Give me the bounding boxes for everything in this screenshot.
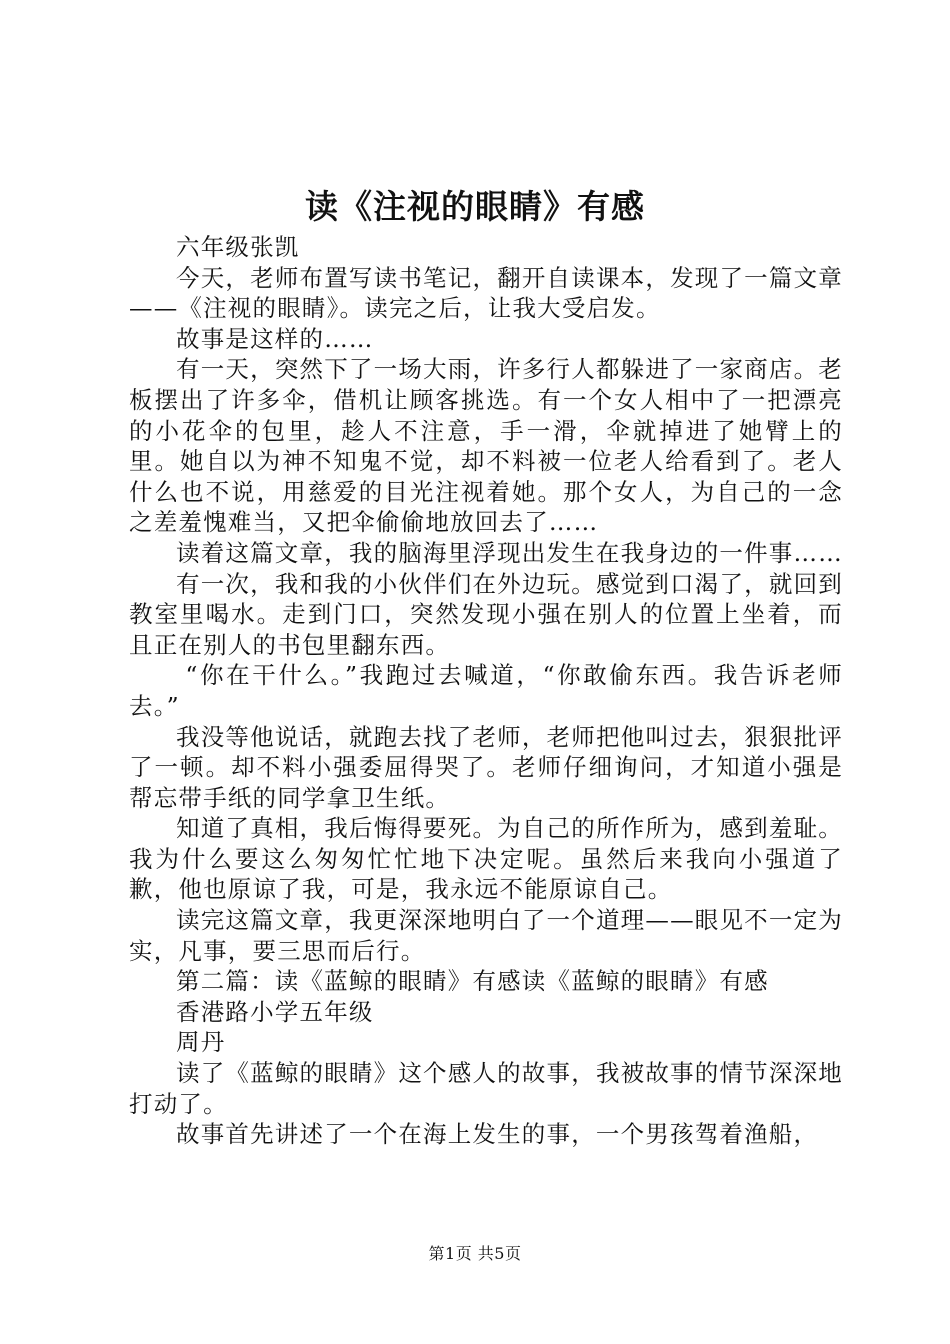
paragraph: 今天，老师布置写读书笔记，翻开自读课本，发现了一篇文章——《注视的眼睛》。读完之后，让我大受启发。	[129, 263, 843, 323]
author-line: 六年级张凯	[176, 233, 300, 261]
paragraph: 故事是这样的……	[176, 324, 374, 353]
paragraph: 我没等他说话，就跑去找了老师，老师把他叫过去，狠狠批评了一顿。却不料小强委屈得哭了。老师仔细询问，才知道小强是帮忘带手纸的同学拿卫生纸。	[129, 722, 843, 812]
paragraph: 故事首先讲述了一个在海上发生的事，一个男孩驾着渔船，	[176, 1120, 819, 1149]
paragraph: 读着这篇文章，我的脑海里浮现出发生在我身边的一件事……	[176, 538, 843, 567]
section-heading: 第二篇：读《蓝鲸的眼睛》有感读《蓝鲸的眼睛》有感	[176, 967, 769, 996]
page-footer: 第1页 共5页	[428, 1244, 522, 1263]
author-line: 周丹	[176, 1028, 226, 1057]
school-line: 香港路小学五年级	[176, 997, 374, 1026]
document-body	[129, 232, 843, 1150]
paragraph: 有一次，我和我的小伙伴们在外边玩。感觉到口渴了，就回到教室里喝水。走到门口，突然发现小强在别人的位置上坐着，而且正在别人的书包里翻东西。	[129, 569, 843, 659]
paragraph: “你在干什么。”我跑过去喊道，“你敢偷东西。我告诉老师去。”	[129, 661, 843, 720]
paragraph: 知道了真相，我后悔得要死。为自己的所作所为，感到羞耻。我为什么要这么匆匆忙忙地下决定呢。虽然后来我向小强道了歉，他也原谅了我，可是，我永远不能原谅自己。	[129, 814, 843, 904]
paragraph: 读了《蓝鲸的眼睛》这个感人的故事，我被故事的情节深深地打动了。	[129, 1059, 843, 1118]
paragraph: 有一天，突然下了一场大雨，许多行人都躲进了一家商店。老板摆出了许多伞，借机让顾客挑选。有一个女人相中了一把漂亮的小花伞的包里，趁人不注意，手一滑，伞就掉进了她臂上的里。她自以为神不知鬼不觉，却不料被一位老人给看到了。老人什么也不说，用慈爱的目光注视着她。那个女人，为自己的一念之差羞愧难当，又把伞偷偷地放回去了……	[129, 355, 843, 537]
page-title: 读《注视的眼睛》有感	[305, 187, 645, 226]
paragraph: 读完这篇文章，我更深深地明白了一个道理——眼见不一定为实，凡事，要三思而后行。	[129, 906, 843, 965]
